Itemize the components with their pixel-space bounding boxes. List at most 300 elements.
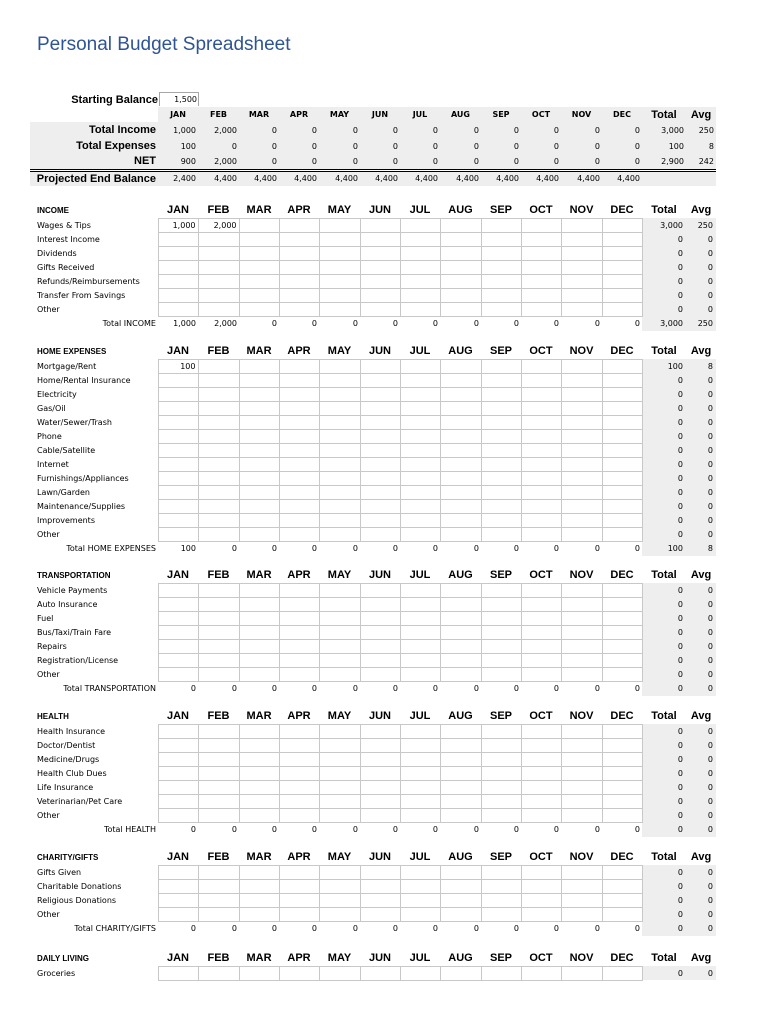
input-cell[interactable]	[360, 260, 400, 274]
input-cell[interactable]	[319, 359, 360, 373]
input-cell[interactable]	[602, 274, 642, 288]
input-cell[interactable]	[279, 625, 319, 639]
input-cell[interactable]	[198, 527, 239, 541]
input-cell[interactable]	[158, 527, 198, 541]
input-cell[interactable]	[158, 808, 198, 822]
input-cell[interactable]	[360, 429, 400, 443]
input-cell[interactable]	[319, 527, 360, 541]
input-cell[interactable]	[440, 457, 481, 471]
input-cell[interactable]	[400, 766, 440, 780]
input-cell[interactable]	[319, 780, 360, 794]
input-cell[interactable]	[481, 387, 521, 401]
input-cell[interactable]	[440, 597, 481, 611]
input-cell[interactable]	[440, 893, 481, 907]
input-cell[interactable]	[158, 387, 198, 401]
input-cell[interactable]	[521, 879, 561, 893]
input-cell[interactable]	[602, 260, 642, 274]
input-cell[interactable]	[158, 302, 198, 316]
input-cell[interactable]	[440, 653, 481, 667]
input-cell[interactable]	[319, 893, 360, 907]
input-cell[interactable]	[239, 513, 279, 527]
input-cell[interactable]	[481, 625, 521, 639]
input-cell[interactable]	[198, 966, 239, 980]
input-cell[interactable]	[360, 471, 400, 485]
input-cell[interactable]	[602, 611, 642, 625]
input-cell[interactable]	[602, 246, 642, 260]
input-cell[interactable]	[561, 611, 602, 625]
input-cell[interactable]	[481, 808, 521, 822]
input-cell[interactable]	[400, 625, 440, 639]
input-cell[interactable]	[481, 653, 521, 667]
input-cell[interactable]	[198, 667, 239, 681]
input-cell[interactable]	[561, 724, 602, 738]
input-cell[interactable]	[561, 288, 602, 302]
input-cell[interactable]	[198, 766, 239, 780]
input-cell[interactable]	[319, 260, 360, 274]
input-cell[interactable]	[360, 879, 400, 893]
input-cell[interactable]	[239, 471, 279, 485]
input-cell[interactable]	[158, 780, 198, 794]
input-cell[interactable]	[239, 260, 279, 274]
input-cell[interactable]	[360, 415, 400, 429]
input-cell[interactable]	[440, 443, 481, 457]
input-cell[interactable]	[521, 513, 561, 527]
input-cell[interactable]	[319, 246, 360, 260]
input-cell[interactable]	[239, 443, 279, 457]
input-cell[interactable]	[481, 485, 521, 499]
input-cell[interactable]	[360, 457, 400, 471]
input-cell[interactable]	[440, 752, 481, 766]
input-cell[interactable]	[158, 611, 198, 625]
input-cell[interactable]	[561, 766, 602, 780]
input-cell[interactable]	[239, 639, 279, 653]
input-cell[interactable]	[279, 808, 319, 822]
input-cell[interactable]	[521, 274, 561, 288]
input-cell[interactable]	[400, 274, 440, 288]
input-cell[interactable]	[279, 738, 319, 752]
input-cell[interactable]	[158, 766, 198, 780]
input-cell[interactable]	[521, 893, 561, 907]
input-cell[interactable]	[561, 387, 602, 401]
input-cell[interactable]	[239, 597, 279, 611]
input-cell[interactable]	[279, 387, 319, 401]
input-cell[interactable]	[239, 246, 279, 260]
input-cell[interactable]	[481, 527, 521, 541]
input-cell[interactable]	[561, 359, 602, 373]
input-cell[interactable]	[360, 597, 400, 611]
input-cell[interactable]	[279, 724, 319, 738]
input-cell[interactable]	[400, 246, 440, 260]
input-cell[interactable]	[158, 429, 198, 443]
input-cell[interactable]	[521, 907, 561, 921]
input-cell[interactable]	[198, 653, 239, 667]
input-cell[interactable]	[158, 653, 198, 667]
input-cell[interactable]	[481, 611, 521, 625]
input-cell[interactable]	[239, 415, 279, 429]
input-cell[interactable]	[602, 766, 642, 780]
input-cell[interactable]	[279, 457, 319, 471]
input-cell[interactable]	[602, 499, 642, 513]
input-cell[interactable]	[360, 611, 400, 625]
input-cell[interactable]	[198, 808, 239, 822]
input-cell[interactable]	[602, 907, 642, 921]
input-cell[interactable]	[239, 667, 279, 681]
input-cell[interactable]	[521, 359, 561, 373]
input-cell[interactable]	[158, 738, 198, 752]
input-cell[interactable]	[198, 611, 239, 625]
input-cell[interactable]	[158, 907, 198, 921]
input-cell[interactable]	[400, 808, 440, 822]
input-cell[interactable]	[521, 780, 561, 794]
input-cell[interactable]	[158, 879, 198, 893]
input-cell[interactable]	[158, 471, 198, 485]
input-cell[interactable]	[198, 260, 239, 274]
input-cell[interactable]	[198, 288, 239, 302]
input-cell[interactable]	[561, 966, 602, 980]
input-cell[interactable]	[481, 274, 521, 288]
input-cell[interactable]	[440, 485, 481, 499]
input-cell[interactable]	[602, 752, 642, 766]
input-cell[interactable]	[239, 429, 279, 443]
input-cell[interactable]	[158, 246, 198, 260]
input-cell[interactable]	[360, 966, 400, 980]
input-cell[interactable]	[198, 359, 239, 373]
input-cell[interactable]	[198, 893, 239, 907]
input-cell[interactable]	[440, 359, 481, 373]
input-cell[interactable]	[198, 415, 239, 429]
input-cell[interactable]	[319, 625, 360, 639]
input-cell[interactable]	[440, 415, 481, 429]
input-cell[interactable]	[158, 274, 198, 288]
input-cell[interactable]	[319, 457, 360, 471]
input-cell[interactable]	[561, 865, 602, 879]
input-cell[interactable]	[440, 808, 481, 822]
input-cell[interactable]	[239, 218, 279, 232]
input-cell[interactable]	[158, 373, 198, 387]
input-cell[interactable]	[239, 302, 279, 316]
input-cell[interactable]	[602, 639, 642, 653]
input-cell[interactable]	[400, 457, 440, 471]
input-cell[interactable]	[521, 527, 561, 541]
input-cell[interactable]	[521, 288, 561, 302]
input-cell[interactable]	[158, 893, 198, 907]
input-cell[interactable]	[198, 583, 239, 597]
starting-balance-input[interactable]: 1,500	[159, 92, 199, 106]
input-cell[interactable]	[400, 302, 440, 316]
input-cell[interactable]	[319, 667, 360, 681]
input-cell[interactable]	[319, 879, 360, 893]
input-cell[interactable]	[602, 583, 642, 597]
input-cell[interactable]	[561, 583, 602, 597]
input-cell[interactable]	[602, 471, 642, 485]
input-cell[interactable]	[400, 611, 440, 625]
input-cell[interactable]	[440, 639, 481, 653]
input-cell[interactable]	[561, 499, 602, 513]
input-cell[interactable]	[400, 738, 440, 752]
input-cell[interactable]	[561, 527, 602, 541]
input-cell[interactable]	[521, 485, 561, 499]
input-cell[interactable]	[360, 443, 400, 457]
input-cell[interactable]	[400, 639, 440, 653]
input-cell[interactable]	[198, 499, 239, 513]
input-cell[interactable]	[521, 583, 561, 597]
input-cell[interactable]	[319, 653, 360, 667]
input-cell[interactable]	[198, 246, 239, 260]
input-cell[interactable]	[319, 499, 360, 513]
input-cell[interactable]	[360, 653, 400, 667]
input-cell[interactable]	[279, 471, 319, 485]
input-cell[interactable]	[521, 724, 561, 738]
input-cell[interactable]	[521, 443, 561, 457]
input-cell[interactable]	[481, 457, 521, 471]
input-cell[interactable]	[481, 879, 521, 893]
input-cell[interactable]	[440, 766, 481, 780]
input-cell[interactable]	[561, 274, 602, 288]
input-cell[interactable]	[521, 471, 561, 485]
input-cell[interactable]	[481, 373, 521, 387]
input-cell[interactable]	[440, 260, 481, 274]
input-cell[interactable]	[239, 780, 279, 794]
input-cell[interactable]	[360, 527, 400, 541]
input-cell[interactable]	[440, 471, 481, 485]
input-cell[interactable]	[158, 499, 198, 513]
input-cell[interactable]	[481, 907, 521, 921]
input-cell[interactable]	[360, 893, 400, 907]
input-cell[interactable]	[239, 387, 279, 401]
input-cell[interactable]	[319, 766, 360, 780]
input-cell[interactable]	[319, 966, 360, 980]
input-cell[interactable]	[561, 752, 602, 766]
input-cell[interactable]	[561, 597, 602, 611]
input-cell[interactable]	[279, 780, 319, 794]
input-cell[interactable]	[279, 401, 319, 415]
input-cell[interactable]	[481, 893, 521, 907]
input-cell[interactable]	[400, 879, 440, 893]
input-cell[interactable]	[602, 302, 642, 316]
input-cell[interactable]	[239, 499, 279, 513]
input-cell[interactable]	[319, 387, 360, 401]
input-cell[interactable]	[561, 302, 602, 316]
input-cell[interactable]	[319, 583, 360, 597]
input-cell[interactable]	[360, 485, 400, 499]
input-cell[interactable]	[440, 865, 481, 879]
input-cell[interactable]	[198, 232, 239, 246]
input-cell[interactable]	[440, 499, 481, 513]
input-cell[interactable]	[360, 359, 400, 373]
input-cell[interactable]	[158, 966, 198, 980]
input-cell[interactable]	[239, 359, 279, 373]
input-cell[interactable]	[158, 513, 198, 527]
input-cell[interactable]	[521, 597, 561, 611]
input-cell[interactable]	[400, 597, 440, 611]
input-cell[interactable]	[602, 738, 642, 752]
input-cell[interactable]	[481, 401, 521, 415]
input-cell[interactable]	[602, 429, 642, 443]
input-cell[interactable]	[440, 513, 481, 527]
input-cell[interactable]	[440, 218, 481, 232]
input-cell[interactable]	[360, 513, 400, 527]
input-cell[interactable]	[400, 499, 440, 513]
input-cell[interactable]	[239, 625, 279, 639]
input-cell[interactable]	[602, 387, 642, 401]
input-cell[interactable]	[481, 471, 521, 485]
input-cell[interactable]	[561, 780, 602, 794]
input-cell[interactable]	[158, 288, 198, 302]
input-cell[interactable]	[198, 625, 239, 639]
input-cell[interactable]	[319, 373, 360, 387]
input-cell[interactable]	[319, 288, 360, 302]
input-cell[interactable]	[602, 893, 642, 907]
input-cell[interactable]	[521, 499, 561, 513]
input-cell[interactable]	[602, 879, 642, 893]
input-cell[interactable]	[198, 401, 239, 415]
input-cell[interactable]	[400, 218, 440, 232]
input-cell[interactable]	[561, 246, 602, 260]
input-cell[interactable]	[360, 780, 400, 794]
input-cell[interactable]	[198, 443, 239, 457]
input-cell[interactable]	[279, 246, 319, 260]
input-cell[interactable]	[360, 373, 400, 387]
input-cell[interactable]	[561, 653, 602, 667]
input-cell[interactable]	[239, 808, 279, 822]
input-cell[interactable]	[239, 583, 279, 597]
input-cell[interactable]	[319, 513, 360, 527]
input-cell[interactable]	[198, 865, 239, 879]
input-cell[interactable]	[319, 865, 360, 879]
input-cell[interactable]	[481, 260, 521, 274]
input-cell[interactable]	[279, 639, 319, 653]
input-cell[interactable]	[440, 738, 481, 752]
input-cell[interactable]	[360, 738, 400, 752]
input-cell[interactable]	[521, 639, 561, 653]
input-cell[interactable]	[400, 653, 440, 667]
input-cell[interactable]	[561, 893, 602, 907]
input-cell[interactable]	[239, 653, 279, 667]
input-cell[interactable]	[602, 625, 642, 639]
input-cell[interactable]	[239, 611, 279, 625]
input-cell[interactable]	[239, 907, 279, 921]
input-cell[interactable]	[602, 232, 642, 246]
input-cell[interactable]	[521, 865, 561, 879]
input-cell[interactable]	[279, 359, 319, 373]
input-cell[interactable]	[400, 260, 440, 274]
input-cell[interactable]	[481, 752, 521, 766]
input-cell[interactable]	[239, 485, 279, 499]
input-cell[interactable]	[602, 724, 642, 738]
input-cell[interactable]	[239, 232, 279, 246]
input-cell[interactable]	[521, 246, 561, 260]
input-cell[interactable]	[481, 232, 521, 246]
input-cell[interactable]	[158, 232, 198, 246]
input-cell[interactable]	[360, 401, 400, 415]
input-cell[interactable]: 1,000	[158, 218, 198, 232]
input-cell[interactable]	[521, 738, 561, 752]
input-cell[interactable]	[440, 232, 481, 246]
input-cell[interactable]	[158, 260, 198, 274]
input-cell[interactable]	[319, 907, 360, 921]
input-cell[interactable]	[319, 232, 360, 246]
input-cell[interactable]: 2,000	[198, 218, 239, 232]
input-cell[interactable]	[521, 625, 561, 639]
input-cell[interactable]	[158, 865, 198, 879]
input-cell[interactable]	[360, 639, 400, 653]
input-cell[interactable]	[400, 401, 440, 415]
input-cell[interactable]	[239, 766, 279, 780]
input-cell[interactable]	[561, 625, 602, 639]
input-cell[interactable]	[158, 401, 198, 415]
input-cell[interactable]	[319, 724, 360, 738]
input-cell[interactable]	[400, 893, 440, 907]
input-cell[interactable]	[561, 232, 602, 246]
input-cell[interactable]	[440, 302, 481, 316]
input-cell[interactable]	[279, 429, 319, 443]
input-cell[interactable]	[239, 893, 279, 907]
input-cell[interactable]	[400, 429, 440, 443]
input-cell[interactable]	[279, 302, 319, 316]
input-cell[interactable]	[481, 302, 521, 316]
input-cell[interactable]	[400, 527, 440, 541]
input-cell[interactable]	[602, 415, 642, 429]
input-cell[interactable]	[440, 274, 481, 288]
input-cell[interactable]	[158, 625, 198, 639]
input-cell[interactable]	[440, 794, 481, 808]
input-cell[interactable]	[198, 485, 239, 499]
input-cell[interactable]	[319, 808, 360, 822]
input-cell[interactable]	[440, 966, 481, 980]
input-cell[interactable]	[561, 808, 602, 822]
input-cell[interactable]	[602, 865, 642, 879]
input-cell[interactable]	[360, 752, 400, 766]
input-cell[interactable]	[279, 865, 319, 879]
input-cell[interactable]	[400, 232, 440, 246]
input-cell[interactable]	[440, 907, 481, 921]
input-cell[interactable]	[521, 794, 561, 808]
input-cell[interactable]	[521, 429, 561, 443]
input-cell[interactable]	[481, 597, 521, 611]
input-cell[interactable]	[440, 879, 481, 893]
input-cell[interactable]	[360, 865, 400, 879]
input-cell[interactable]: 100	[158, 359, 198, 373]
input-cell[interactable]	[158, 794, 198, 808]
input-cell[interactable]	[400, 443, 440, 457]
input-cell[interactable]	[198, 429, 239, 443]
input-cell[interactable]	[602, 808, 642, 822]
input-cell[interactable]	[481, 359, 521, 373]
input-cell[interactable]	[279, 583, 319, 597]
input-cell[interactable]	[400, 667, 440, 681]
input-cell[interactable]	[198, 471, 239, 485]
input-cell[interactable]	[279, 879, 319, 893]
input-cell[interactable]	[602, 667, 642, 681]
input-cell[interactable]	[239, 373, 279, 387]
input-cell[interactable]	[360, 302, 400, 316]
input-cell[interactable]	[521, 401, 561, 415]
input-cell[interactable]	[158, 752, 198, 766]
input-cell[interactable]	[360, 724, 400, 738]
input-cell[interactable]	[158, 583, 198, 597]
input-cell[interactable]	[279, 527, 319, 541]
input-cell[interactable]	[602, 443, 642, 457]
input-cell[interactable]	[400, 780, 440, 794]
input-cell[interactable]	[440, 667, 481, 681]
input-cell[interactable]	[279, 653, 319, 667]
input-cell[interactable]	[521, 667, 561, 681]
input-cell[interactable]	[561, 667, 602, 681]
input-cell[interactable]	[440, 527, 481, 541]
input-cell[interactable]	[400, 415, 440, 429]
input-cell[interactable]	[360, 387, 400, 401]
input-cell[interactable]	[360, 907, 400, 921]
